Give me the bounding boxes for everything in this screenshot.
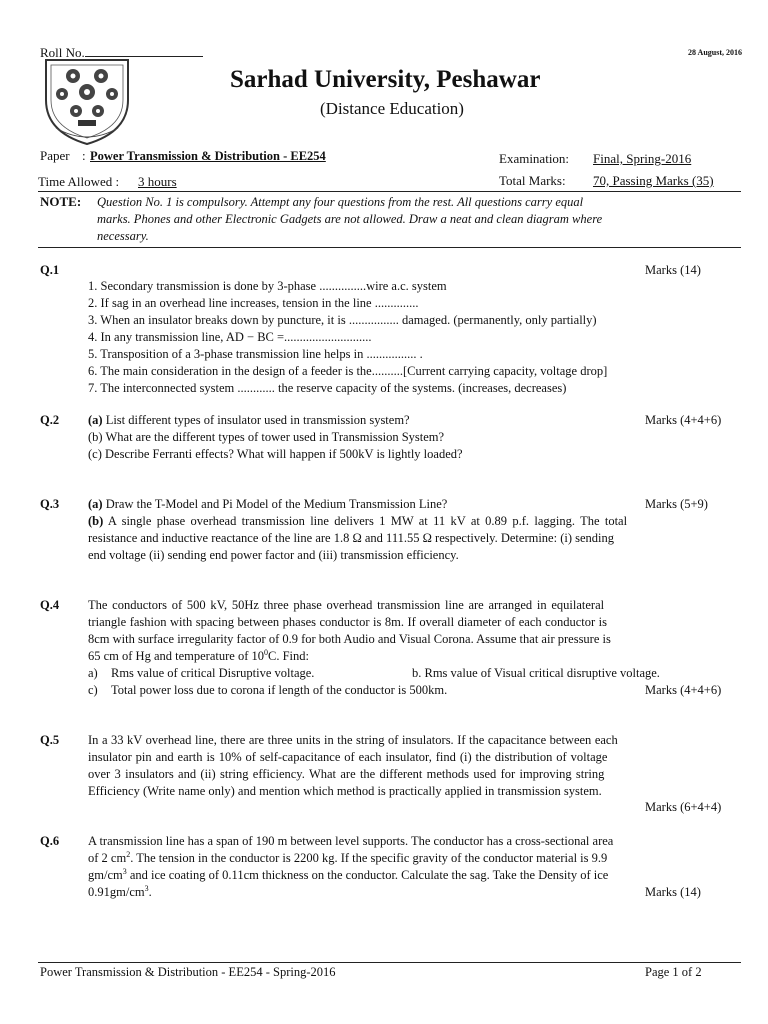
total-marks-value: 70, Passing Marks (35) bbox=[593, 173, 714, 188]
q5-line-1: In a 33 kV overhead line, there are three units in the string of insulators. If the capacitance between each bbox=[88, 733, 618, 747]
exam-value: Final, Spring-2016 bbox=[593, 151, 692, 166]
q4-part-c-label: c) bbox=[88, 683, 98, 697]
note-label: NOTE: bbox=[40, 194, 82, 209]
q1-item-5: 5. Transposition of a 3-phase transmission line helps in ................ . bbox=[88, 347, 423, 361]
q6-line-2: of 2 $cm^2$. The tension in the conductor is 2200 kg. If the specific gravity of the conductor material is 9.9 bbox=[88, 850, 608, 865]
university-name: Sarhad University, Peshawar bbox=[230, 66, 541, 93]
q4-line-2: triangle fashion with spacing between phases conductor is 8m. If overall diameter of each conductor is bbox=[88, 615, 608, 629]
header-bottom-rule bbox=[38, 247, 741, 248]
q5-marks: Marks (6+4+4) bbox=[645, 800, 722, 814]
q6-line-4: $0.91gm/cm^3$. bbox=[88, 884, 152, 899]
exam-date: 28 August, 2016 bbox=[687, 48, 742, 57]
q5-line-3: over 3 insulators and (ii) string efficiency. What are the different methods used for improving string bbox=[88, 767, 605, 781]
q1-number: Q.1 bbox=[40, 263, 60, 277]
q4-line-3: 8cm with surface irregularity factor of 0.9 for both Audio and Visual Corona. Assume that air pressure is bbox=[88, 632, 611, 646]
q1-item-7: 7. The interconnected system ............ the reserve capacity of the systems. (increases, decreases) bbox=[88, 381, 567, 395]
exam-label: Examination: bbox=[499, 151, 570, 166]
header-top-rule bbox=[38, 191, 741, 192]
q4-line-4: 65 cm of Hg and temperature of $10^0C$. Find: bbox=[88, 648, 309, 663]
q1-marks: Marks (14) bbox=[645, 263, 701, 277]
q5-number: Q.5 bbox=[40, 733, 60, 747]
q3-part-a-text: Draw the T-Model and Pi Model of the Medium Transmission Line? bbox=[102, 497, 448, 511]
q4-part-c-text: Total power loss due to corona if length of the conductor is 500km. bbox=[111, 683, 448, 697]
q2-part-a bbox=[88, 413, 410, 428]
q6-line-1: A transmission line has a span of 190 m between level supports. The conductor has a cross-sectional area bbox=[88, 834, 614, 848]
q2-part-a-text: List different types of insulator used in transmission system? bbox=[102, 413, 410, 427]
time-allowed-label: Time Allowed : bbox=[38, 174, 120, 189]
note-line-1: Question No. 1 is compulsory. Attempt any four questions from the rest. All questions carry equal bbox=[97, 195, 584, 209]
q1-item-6: 6. The main consideration in the design of a feeder is the..........[Current carrying capacity, voltage drop] bbox=[88, 364, 608, 378]
note-line-3: necessary. bbox=[97, 229, 149, 243]
university-seal-logo bbox=[40, 56, 134, 146]
q2-part-a-label: (a) bbox=[88, 413, 103, 427]
footer-rule bbox=[38, 962, 741, 963]
q3-part-b-line-1: (b) A single phase overhead transmission line delivers 1 MW at 11 kV at 0.89 p.f. lagging. The total bbox=[88, 514, 628, 528]
q1-item-4: 4. In any transmission line, AD − BC =............................ bbox=[88, 330, 372, 344]
q4-part-b-text: b. Rms value of Visual critical disruptive voltage. bbox=[412, 666, 660, 680]
q2-number: Q.2 bbox=[40, 413, 60, 427]
total-marks-label: Total Marks: bbox=[499, 173, 566, 188]
q1-item-1: 1. Secondary transmission is done by 3-phase ...............wire a.c. system bbox=[88, 279, 447, 293]
q6-line-3: $gm/cm^3$ and ice coating of 0.11cm thickness on the conductor. Calculate the sag. Take the Density of ice bbox=[88, 867, 609, 882]
q4-marks: Marks (4+4+6) bbox=[645, 683, 722, 697]
footer-page-number: Page 1 of 2 bbox=[645, 965, 702, 979]
university-subtitle: (Distance Education) bbox=[320, 99, 464, 118]
q4-part-a-label: a) bbox=[88, 666, 98, 680]
footer-course: Power Transmission & Distribution - EE254 - Spring-2016 bbox=[40, 965, 336, 979]
q3-part-a bbox=[88, 497, 447, 512]
q1-item-3: 3. When an insulator breaks down by puncture, it is ................ damaged. (permanently, only partially) bbox=[88, 313, 597, 327]
q3-number: Q.3 bbox=[40, 497, 60, 511]
roll-no-label: Roll No. bbox=[40, 44, 203, 61]
q4-line-1: The conductors of 500 kV, 50Hz three phase overhead transmission line are arranged in equilateral bbox=[88, 598, 605, 612]
q4-number: Q.4 bbox=[40, 598, 60, 612]
q3-part-b-line-2: resistance and inductive reactance of the line are 1.8 Ω and 111.55 Ω respectively. Determine: (i) sending bbox=[88, 531, 615, 545]
q3-part-a-label: (a) bbox=[88, 497, 103, 511]
q1-item-2: 2. If sag in an overhead line increases, tension in the line .............. bbox=[88, 296, 419, 310]
q6-marks: Marks (14) bbox=[645, 885, 701, 899]
q2-part-c: (c) Describe Ferranti effects? What will happen if 500kV is lightly loaded? bbox=[88, 447, 463, 461]
paper-label: Paper bbox=[40, 148, 70, 163]
time-allowed-value: 3 hours bbox=[138, 174, 177, 189]
q5-line-2: insulator pin and earth is 10% of self-capacitance of each insulator, find (i) the distribution of voltage bbox=[88, 750, 608, 764]
q6-number: Q.6 bbox=[40, 834, 60, 848]
note-line-2: marks. Phones and other Electronic Gadgets are not allowed. Draw a neat and clean diagram where bbox=[97, 212, 603, 226]
q3-part-b-line-3: end voltage (ii) sending end power factor and (iii) transmission efficiency. bbox=[88, 548, 459, 562]
q5-line-4: Efficiency (Write name only) and mention which method is practically applied in transmission system. bbox=[88, 784, 602, 798]
paper-value: Power Transmission & Distribution - EE254 bbox=[90, 149, 326, 163]
q3-marks: Marks (5+9) bbox=[645, 497, 708, 511]
q4-part-a-text: Rms value of critical Disruptive voltage. bbox=[111, 666, 315, 680]
q3-part-b-label: (b) bbox=[88, 514, 104, 528]
q2-marks: Marks (4+4+6) bbox=[645, 413, 722, 427]
q2-part-b: (b) What are the different types of tower used in Transmission System? bbox=[88, 430, 445, 444]
paper-colon: : bbox=[82, 148, 86, 163]
